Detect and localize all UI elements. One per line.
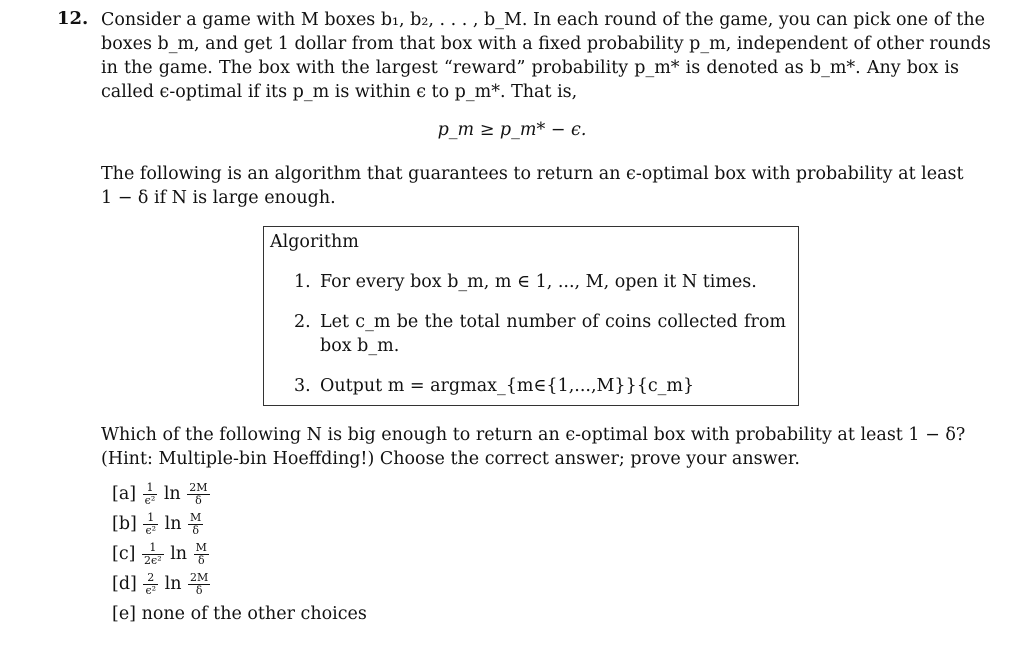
coefficient-fraction: $\frac{1}{\text{ϵ²}}$ bbox=[145, 511, 157, 537]
intro-line-2: boxes b_m, and get 1 dollar from that box with a fixed probability p_m, independent of other rounds bbox=[101, 34, 991, 54]
choice-a[interactable] bbox=[112, 482, 367, 506]
ln-operator: ln bbox=[170, 544, 188, 564]
coefficient-fraction: $\frac{2}{\text{ϵ²}}$ bbox=[145, 571, 157, 597]
intro-paragraph bbox=[101, 8, 991, 104]
display-equation: p_m ≥ p_m* − ϵ. bbox=[437, 120, 587, 140]
algorithm-step-2-line-2: box b_m. bbox=[320, 336, 400, 356]
prompt-line-2: (Hint: Multiple-bin Hoeffding!) Choose the correct answer; prove your answer. bbox=[101, 449, 800, 469]
choice-label: [e] bbox=[112, 604, 137, 624]
algorithm-step-3-text: Output m = argmax_{m∈{1,...,M}}{c_m} bbox=[320, 376, 695, 396]
guarantee-paragraph bbox=[101, 162, 964, 210]
choice-d[interactable] bbox=[112, 572, 367, 596]
guarantee-line-1: The following is an algorithm that guarantees to return an ϵ-optimal box with probability at least bbox=[101, 164, 964, 184]
argument-fraction: $\frac{M}{\delta}$ bbox=[195, 541, 207, 567]
choice-text: none of the other choices bbox=[141, 604, 367, 624]
intro-line-4: called ϵ-optimal if its p_m is within ϵ to p_m*. That is, bbox=[101, 82, 578, 102]
prompt-line-1: Which of the following N is big enough to return an ϵ-optimal box with probability at least 1 − δ? bbox=[101, 425, 966, 445]
intro-line-1: Consider a game with M boxes b₁, b₂, . . . , b_M. In each round of the game, you can pick one of the bbox=[101, 10, 985, 30]
choice-b[interactable] bbox=[112, 512, 367, 536]
algorithm-step-2-number: 2. bbox=[294, 312, 311, 332]
coefficient-fraction: $\frac{1}{\text{2ϵ²}}$ bbox=[144, 541, 162, 567]
ln-operator: ln bbox=[164, 574, 182, 594]
choice-label: [c] bbox=[112, 544, 136, 564]
argument-fraction: $\frac{M}{\delta}$ bbox=[190, 511, 202, 537]
choice-label: [b] bbox=[112, 514, 137, 534]
algorithm-step-3-number: 3. bbox=[294, 376, 311, 396]
algorithm-step-1-number: 1. bbox=[294, 272, 311, 292]
choice-label: [d] bbox=[112, 574, 137, 594]
guarantee-line-2: 1 − δ if N is large enough. bbox=[101, 188, 336, 208]
argument-fraction: $\frac{2M}{\delta}$ bbox=[190, 571, 209, 597]
argument-fraction: $\frac{2M}{\delta}$ bbox=[189, 481, 208, 507]
question-number: 12. bbox=[57, 8, 89, 29]
ln-operator: ln bbox=[163, 484, 181, 504]
choice-c[interactable] bbox=[112, 542, 367, 566]
choice-e[interactable] bbox=[112, 602, 367, 626]
algorithm-step-2-line-1: Let c_m be the total number of coins collected from bbox=[320, 312, 786, 332]
algorithm-title: Algorithm bbox=[270, 232, 359, 252]
answer-choices bbox=[112, 482, 367, 626]
coefficient-fraction: $\frac{1}{\text{ϵ²}}$ bbox=[144, 481, 156, 507]
algorithm-box bbox=[263, 226, 799, 406]
choice-label: [a] bbox=[112, 484, 137, 504]
intro-line-3: in the game. The box with the largest “reward” probability p_m* is denoted as b_m*. Any box is bbox=[101, 58, 959, 78]
algorithm-step-1-text: For every box b_m, m ∈ 1, ..., M, open it N times. bbox=[320, 272, 757, 292]
prompt-paragraph bbox=[101, 423, 966, 471]
ln-operator: ln bbox=[164, 514, 182, 534]
